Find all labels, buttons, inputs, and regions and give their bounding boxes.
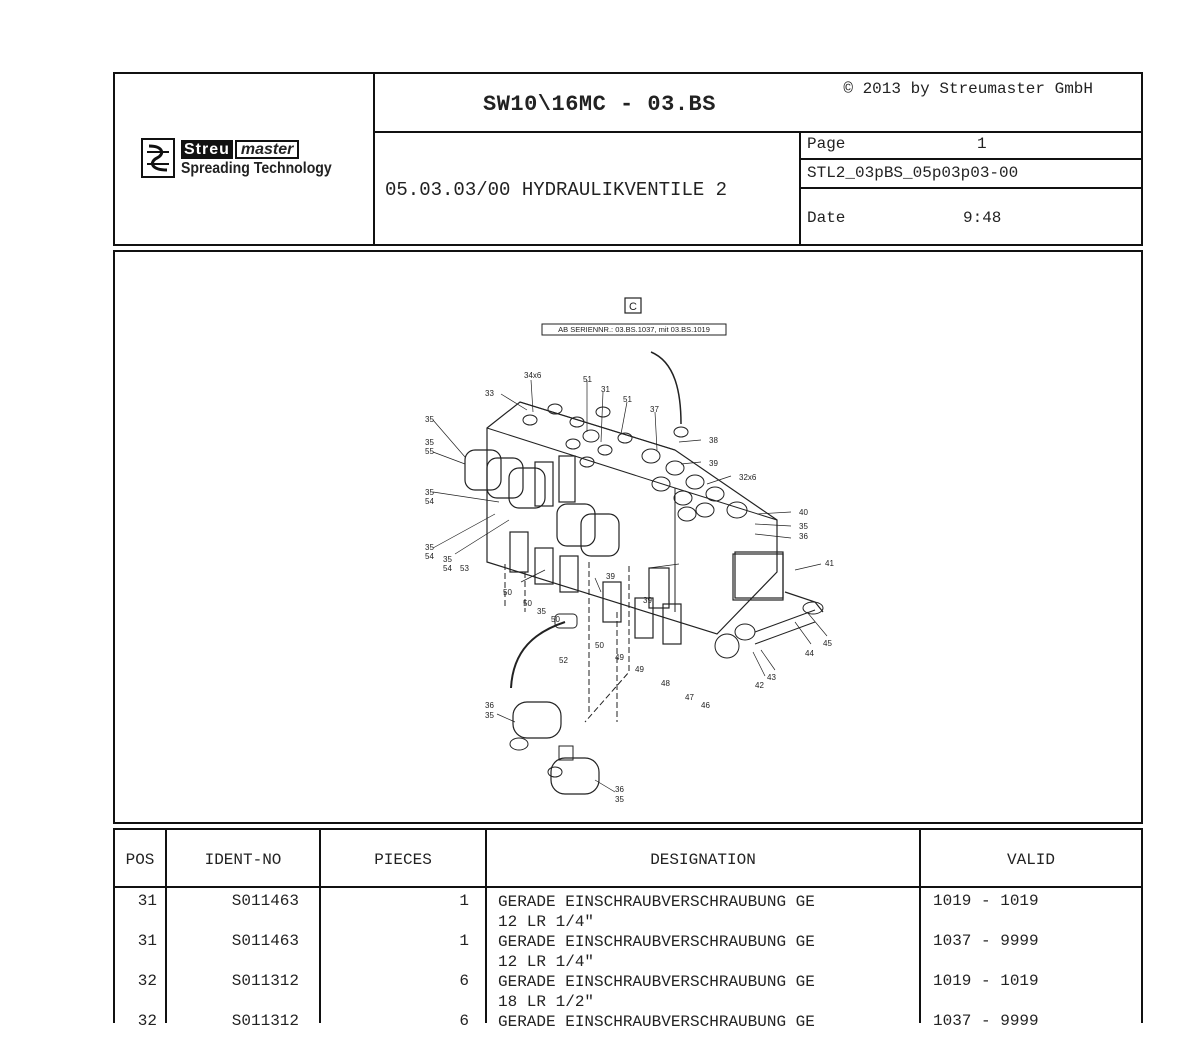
- column-header-valid: VALID: [1006, 851, 1055, 869]
- callout-35a: 35: [425, 415, 434, 424]
- column-header-designation: DESIGNATION: [650, 851, 756, 869]
- row-designation: GERADE EINSCHRAUBVERSCHRAUBUNG GE 18 LR 1/2": [498, 973, 815, 1011]
- table-row: [115, 932, 1141, 972]
- callout-35e: 35: [425, 543, 434, 552]
- logo-master-text: master: [235, 140, 299, 159]
- column-header-ident: IDENT-NO: [204, 851, 282, 869]
- callout-34x6: 34x6: [524, 371, 542, 380]
- callout-46: 46: [701, 701, 710, 710]
- callout-54b: 54: [425, 552, 434, 561]
- row-designation: GERADE EINSCHRAUBVERSCHRAUBUNG GE 12 LR 1/4": [498, 933, 815, 971]
- callout-39a: 39: [709, 459, 718, 468]
- callout-35f: 35: [443, 555, 452, 564]
- logo-mark-icon: [141, 138, 175, 178]
- callout-40: 40: [799, 508, 808, 517]
- table-row: [115, 1012, 1141, 1052]
- header-divider: [115, 886, 1141, 888]
- date-value: 9:48: [963, 209, 1002, 227]
- row-valid: 1019 - 1019: [933, 972, 1039, 990]
- info-cell: [799, 131, 1143, 244]
- drawing-tag: C: [629, 301, 637, 313]
- callout-49b: 49: [635, 665, 644, 674]
- row-pos: 32: [137, 1012, 157, 1030]
- row-pieces: 6: [459, 972, 469, 990]
- row-pos: 32: [137, 972, 157, 990]
- callout-53: 53: [460, 564, 469, 573]
- callout-35h: 35: [485, 711, 494, 720]
- date-row: [801, 189, 1143, 244]
- title-cell: [373, 74, 1141, 133]
- doc-code-row: [801, 160, 1143, 189]
- page-label: Page: [807, 135, 846, 153]
- callout-39c: 39: [643, 596, 652, 605]
- callout-50a: 50: [503, 588, 512, 597]
- callout-31: 31: [601, 385, 610, 394]
- row-ident: S011312: [231, 1012, 299, 1030]
- callout-51a: 51: [583, 375, 592, 384]
- page-row: [801, 131, 1143, 160]
- callout-43: 43: [767, 673, 776, 682]
- row-valid: 1037 - 9999: [933, 1012, 1039, 1030]
- callout-35d: 35: [799, 522, 808, 531]
- callout-47: 47: [685, 693, 694, 702]
- table-row: [115, 892, 1141, 932]
- row-valid: 1037 - 9999: [933, 932, 1039, 950]
- table-row: [115, 972, 1141, 1012]
- row-designation: GERADE EINSCHRAUBVERSCHRAUBUNG GE 12 LR 1/4": [498, 893, 815, 931]
- row-ident: S011463: [231, 892, 299, 910]
- callout-49a: 49: [615, 653, 624, 662]
- copyright: © 2013 by Streumaster GmbH: [843, 80, 1093, 98]
- callout-48: 48: [661, 679, 670, 688]
- callout-54c: 54: [443, 564, 452, 573]
- column-header-pieces: PIECES: [374, 851, 432, 869]
- serial-note: AB SERIENNR.: 03.BS.1037, mit 03.BS.1019: [558, 325, 710, 334]
- doc-code: STL2_03pBS_05p03p03-00: [807, 164, 1019, 182]
- callout-36a: 36: [799, 532, 808, 541]
- callout-52: 52: [559, 656, 568, 665]
- callout-41: 41: [825, 559, 834, 568]
- row-pieces: 1: [459, 892, 469, 910]
- callout-50b: 50: [523, 599, 532, 608]
- row-ident: S011463: [231, 932, 299, 950]
- section-description: 05.03.03/00 HYDRAULIKVENTILE 2: [385, 179, 728, 201]
- row-pieces: 6: [459, 1012, 469, 1030]
- callout-33: 33: [485, 389, 494, 398]
- callout-54a: 54: [425, 497, 434, 506]
- callout-38: 38: [709, 436, 718, 445]
- parts-table: [113, 828, 1143, 1031]
- callout-35c: 35: [425, 488, 434, 497]
- callout-35b: 35: [425, 438, 434, 447]
- callout-35i: 35: [615, 795, 624, 804]
- streumaster-logo: [141, 138, 351, 182]
- callout-45: 45: [823, 639, 832, 648]
- row-pieces: 1: [459, 932, 469, 950]
- page-number: 1: [977, 135, 987, 153]
- hydraulic-valve-diagram: [115, 252, 1141, 822]
- callout-37: 37: [650, 405, 659, 414]
- callout-36c: 36: [615, 785, 624, 794]
- callout-50c: 50: [551, 615, 560, 624]
- callout-51b: 51: [623, 395, 632, 404]
- callout-36b: 36: [485, 701, 494, 710]
- model-title: SW10\16MC - 03.BS: [483, 92, 716, 117]
- logo-streu-text: Streu: [181, 140, 233, 159]
- callout-50d: 50: [595, 641, 604, 650]
- callout-39b: 39: [606, 572, 615, 581]
- row-pos: 31: [137, 892, 157, 910]
- callout-35g: 35: [537, 607, 546, 616]
- row-pos: 31: [137, 932, 157, 950]
- callout-55: 55: [425, 447, 434, 456]
- date-label: Date: [807, 209, 846, 227]
- row-valid: 1019 - 1019: [933, 892, 1039, 910]
- row-ident: S011312: [231, 972, 299, 990]
- callout-32x6: 32x6: [739, 473, 757, 482]
- callout-42: 42: [755, 681, 764, 690]
- title-block: [113, 72, 1143, 246]
- logo-cell: [115, 74, 375, 244]
- row-designation: GERADE EINSCHRAUBVERSCHRAUBUNG GE: [498, 1013, 815, 1031]
- column-header-pos: POS: [125, 851, 155, 869]
- logo-tagline: Spreading Technology: [181, 160, 332, 177]
- exploded-drawing: [113, 250, 1143, 824]
- callout-44: 44: [805, 649, 814, 658]
